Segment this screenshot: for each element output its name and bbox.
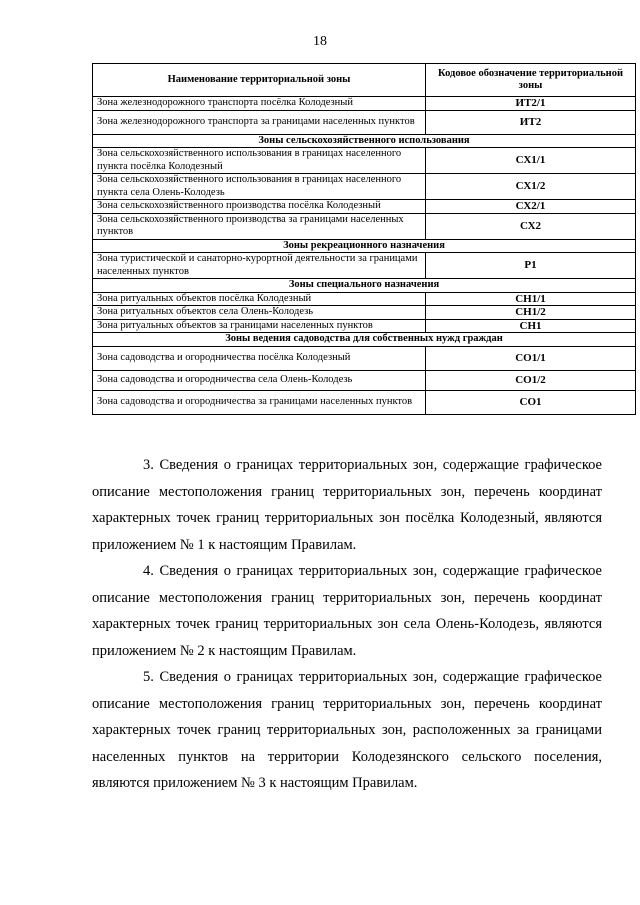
zone-name-cell: Зона железнодорожного транспорта за границами населенных пунктов [93, 110, 426, 134]
table-row [93, 97, 636, 111]
section-title: Зоны ведения садоводства для собственных нужд граждан [93, 333, 636, 347]
zone-name-cell: Зона садоводства и огородничества села Олень-Колодезь [93, 370, 426, 390]
table-row [93, 148, 636, 174]
zone-code-cell: СН1/1 [426, 292, 636, 306]
table-body [93, 97, 636, 415]
body-text [92, 452, 602, 797]
zone-name-cell: Зона сельскохозяйственного использования в границах населенного пункта села Олень-Колодезь [93, 174, 426, 200]
table-section-row [93, 134, 636, 148]
zone-code-cell: СН1/2 [426, 306, 636, 320]
zone-code-cell: СО1 [426, 390, 636, 414]
section-title: Зоны сельскохозяйственного использования [93, 134, 636, 148]
table-row [93, 370, 636, 390]
zone-code-cell: СХ1/2 [426, 174, 636, 200]
table-row [93, 213, 636, 239]
page-number: 18 [313, 34, 327, 49]
table-row [93, 346, 636, 370]
zone-name-cell: Зона ритуальных объектов за границами населенных пунктов [93, 319, 426, 333]
zone-code-cell: СО1/1 [426, 346, 636, 370]
table-row [93, 306, 636, 320]
paragraph-4: 4. Сведения о границах территориальных зон, содержащие графическое описание местоположения границ территориальных зон, перечень координат характерных точек границ территориальных зон села Олень-Колодезь, являются приложением № 2 к настоящим Правилам. [92, 563, 602, 659]
zone-name-cell: Зона садоводства и огородничества посёлка Колодезный [93, 346, 426, 370]
zone-code-cell: ИТ2 [426, 110, 636, 134]
zone-code-cell: СН1 [426, 319, 636, 333]
zone-name-cell: Зона ритуальных объектов села Олень-Колодезь [93, 306, 426, 320]
table-row [93, 253, 636, 279]
section-title: Зоны рекреационного назначения [93, 239, 636, 253]
zone-name-cell: Зона садоводства и огородничества за границами населенных пунктов [93, 390, 426, 414]
table-section-row [93, 239, 636, 253]
column-header-zone-code: Кодовое обозначение территориальной зоны [426, 64, 636, 97]
zone-code-cell: СХ2/1 [426, 200, 636, 214]
zone-name-cell: Зона сельскохозяйственного использования в границах населенного пункта посёлка Колодезный [93, 148, 426, 174]
zone-code-cell: ИТ2/1 [426, 97, 636, 111]
section-title: Зоны специального назначения [93, 279, 636, 293]
column-header-zone-name: Наименование территориальной зоны [93, 64, 426, 97]
table-row [93, 110, 636, 134]
zone-name-cell: Зона ритуальных объектов посёлка Колодезный [93, 292, 426, 306]
table-section-row [93, 333, 636, 347]
table-header-row [93, 64, 636, 97]
zone-name-cell: Зона сельскохозяйственного производства посёлка Колодезный [93, 200, 426, 214]
territorial-zones-table [92, 63, 636, 415]
table-section-row [93, 279, 636, 293]
table-row [93, 390, 636, 414]
paragraph-5: 5. Сведения о границах территориальных зон, содержащие графическое описание местоположения границ территориальных зон, перечень координат характерных точек границ территориальных зон, расположенных за границами населенных пунктов на территории Колодезянского сельского поселения, являются приложением № 3 к настоящим Правилам. [92, 669, 602, 791]
table-row [93, 200, 636, 214]
table-row [93, 174, 636, 200]
table-row [93, 292, 636, 306]
zone-name-cell: Зона сельскохозяйственного производства за границами населенных пунктов [93, 213, 426, 239]
table-row [93, 319, 636, 333]
zone-name-cell: Зона железнодорожного транспорта посёлка Колодезный [93, 97, 426, 111]
zone-code-cell: СХ2 [426, 213, 636, 239]
zone-name-cell: Зона туристической и санаторно-курортной деятельности за границами населенных пунктов [93, 253, 426, 279]
zone-code-cell: Р1 [426, 253, 636, 279]
zone-code-cell: СХ1/1 [426, 148, 636, 174]
zone-code-cell: СО1/2 [426, 370, 636, 390]
paragraph-3: 3. Сведения о границах территориальных зон, содержащие графическое описание местоположения границ территориальных зон, перечень координат характерных точек границ территориальных зон посёлка Колодезный, являются приложением № 1 к настоящим Правилам. [92, 457, 602, 553]
